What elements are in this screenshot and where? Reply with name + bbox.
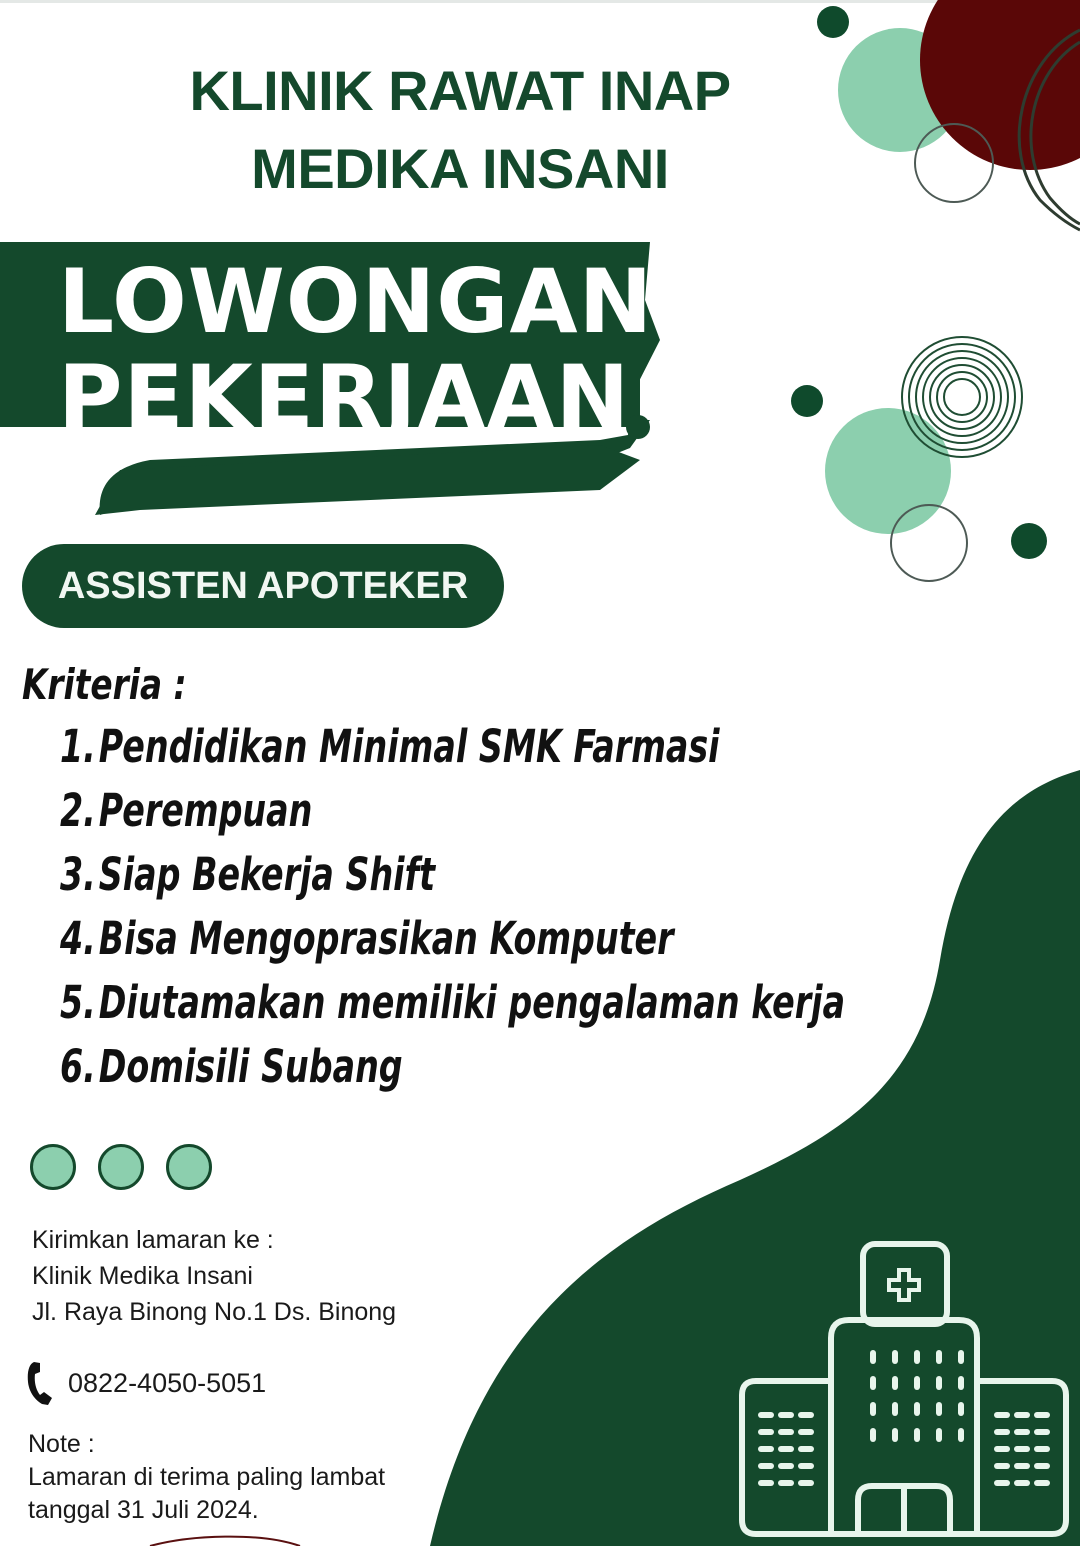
clinic-name: Klinik Medika Insani: [32, 1262, 253, 1290]
green-dot-left: [791, 385, 823, 417]
spiral-icon: [902, 337, 1022, 457]
position-badge: [22, 544, 504, 628]
note-line2: tanggal 31 Juli 2024.: [28, 1496, 259, 1524]
send-label: Kirimkan lamaran ke :: [32, 1226, 274, 1254]
small-green-dot: [817, 6, 849, 38]
clinic-title-line2: MEDIKA INSANI: [251, 137, 669, 200]
phone-icon: [26, 1360, 62, 1406]
clinic-title-line1: KLINIK RAWAT INAP: [189, 59, 731, 122]
maroon-circle: [920, 0, 1080, 170]
criteria-item: 3.Siap Bekerja Shift: [60, 848, 436, 901]
position-title: ASSISTEN APOTEKER: [57, 564, 469, 607]
criteria-item: 1.Pendidikan Minimal SMK Farmasi: [60, 720, 720, 773]
phone-row: [26, 1360, 266, 1406]
criteria-item: 5.Diutamakan memiliki pengalaman kerja: [60, 976, 846, 1029]
mint-circle-mid: [825, 408, 951, 534]
mint-dot-icon: [166, 1144, 212, 1190]
note-label: Note :: [28, 1430, 95, 1458]
squiggle-line: [150, 1537, 300, 1546]
headline-line1: LOWONGAN: [58, 250, 654, 353]
decorative-dots: [30, 1144, 212, 1190]
note-line1: Lamaran di terima paling lambat: [28, 1463, 386, 1491]
headline-line2: PEKERJAAN: [58, 346, 631, 449]
criteria-item: 4.Bisa Mengoprasikan Komputer: [60, 912, 674, 965]
mint-dot-icon: [98, 1144, 144, 1190]
criteria-heading: Kriteria :: [22, 660, 187, 709]
phone-number: 0822-4050-5051: [68, 1367, 267, 1398]
green-dot-right: [1011, 523, 1047, 559]
criteria-item: 2.Perempuan: [60, 784, 313, 837]
medical-cross-icon: [889, 1270, 919, 1300]
criteria-item: 6.Domisili Subang: [60, 1040, 403, 1093]
clinic-address: Jl. Raya Binong No.1 Ds. Binong: [32, 1298, 397, 1326]
hospital-building-icon: [736, 1238, 1072, 1538]
mint-dot-icon: [30, 1144, 76, 1190]
